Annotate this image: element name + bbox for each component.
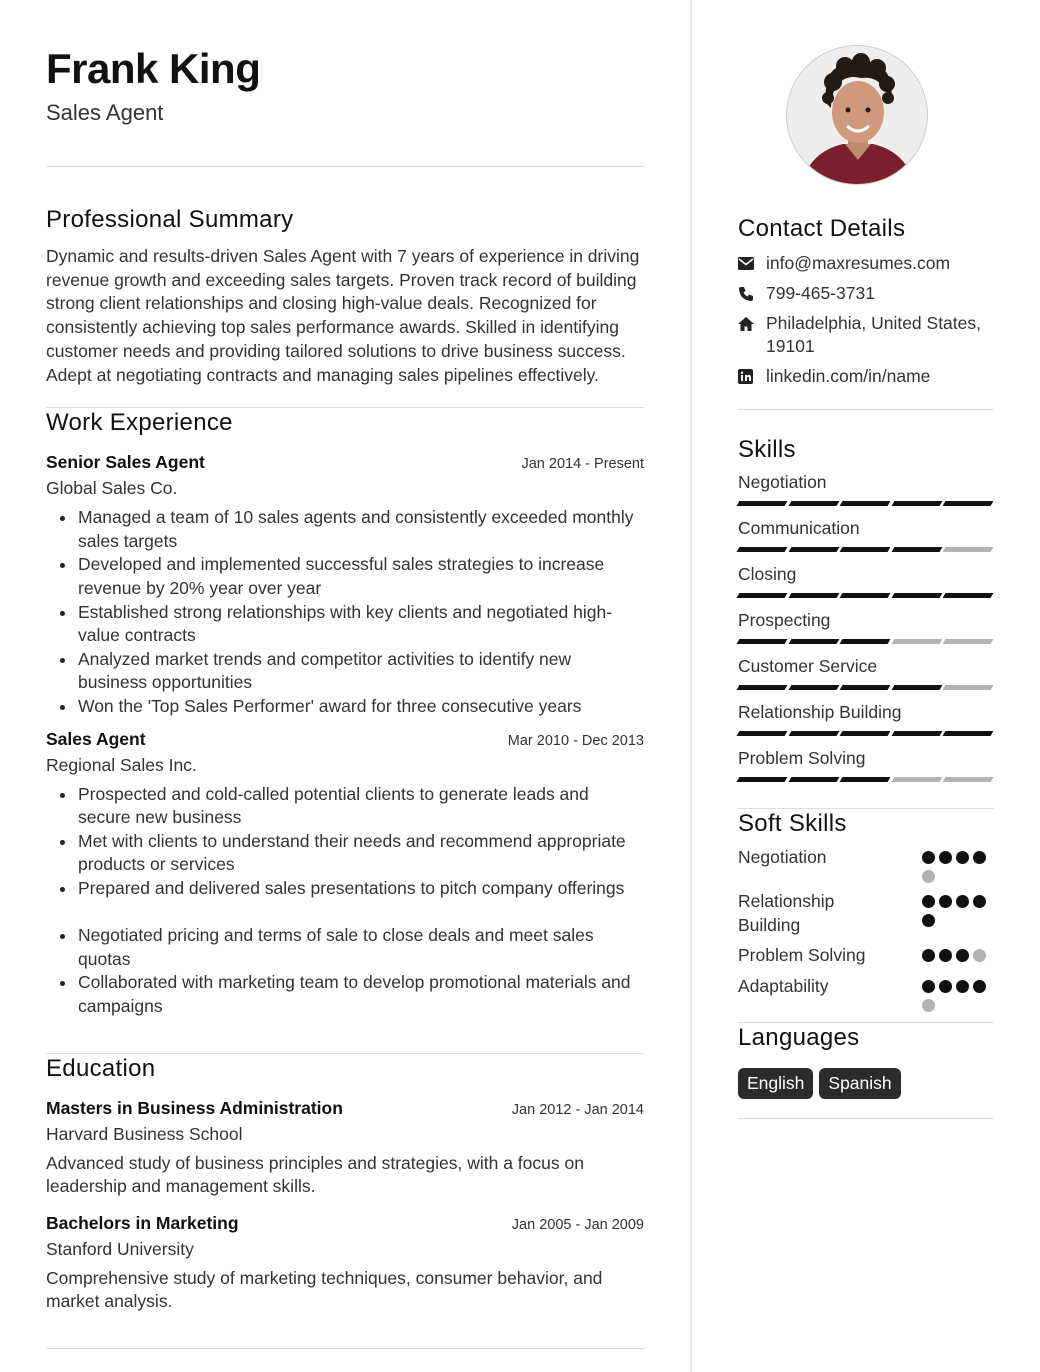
education-description: Comprehensive study of marketing techniques, consumer behavior, and market analysis. xyxy=(46,1267,603,1312)
job-bullets xyxy=(46,783,644,1019)
phone-text: 799-465-3731 xyxy=(766,283,875,303)
phone-icon xyxy=(738,282,766,305)
skill-segment xyxy=(840,731,890,736)
skill-item xyxy=(738,609,994,644)
degree-title: Bachelors in Marketing xyxy=(46,1212,239,1233)
list-item: Met with clients to understand their needs and recommend appropriate products or services xyxy=(46,830,644,877)
language-tag: English xyxy=(738,1068,813,1099)
skill-item xyxy=(738,517,994,552)
summary-text: Dynamic and results-driven Sales Agent with 7 years of experience in driving revenue growth and exceeding sales targets. Proven track record of building strong client relationships and closing high-value deals. Recognized for consistently achieving top sales performance awards. Skilled in identifying customer needs and providing tailored solutions to drive business success. Adept at negotiating contracts and managing sales pipelines effectively. xyxy=(46,246,640,385)
skill-segment xyxy=(943,685,993,690)
soft-skill-rating xyxy=(922,846,994,883)
skills-list xyxy=(738,471,994,782)
job-bullets xyxy=(46,506,644,718)
contact-linkedin xyxy=(738,365,994,388)
skill-segment xyxy=(891,685,941,690)
linkedin-icon xyxy=(738,365,766,388)
soft-skill-name: Relationship Building xyxy=(738,891,835,935)
skill-segment xyxy=(788,731,838,736)
job-company: Regional Sales Inc. xyxy=(46,754,197,775)
skill-segment xyxy=(840,501,890,506)
language-tags xyxy=(738,1068,994,1099)
skill-segment xyxy=(737,777,787,782)
job-date: Mar 2010 - Dec 2013 xyxy=(507,732,644,749)
skill-segment xyxy=(737,685,787,690)
candidate-title: Sales Agent xyxy=(46,100,164,125)
column-divider xyxy=(690,0,692,1372)
skill-segment xyxy=(788,777,838,782)
skill-level-bar xyxy=(738,547,994,552)
skill-segment xyxy=(943,777,993,782)
rating-dot xyxy=(922,980,935,993)
soft-skill-rating xyxy=(922,944,994,962)
soft-skill-item xyxy=(738,944,994,968)
skill-name: Customer Service xyxy=(738,656,878,676)
rating-dot xyxy=(973,949,986,962)
skill-segment xyxy=(891,777,941,782)
education-entry xyxy=(46,1213,644,1314)
soft-skill-rating xyxy=(922,890,994,927)
list-item: Won the 'Top Sales Performer' award for three consecutive years xyxy=(46,695,644,719)
skill-segment xyxy=(788,501,838,506)
education-entry xyxy=(46,1098,644,1199)
candidate-name: Frank King xyxy=(46,45,261,92)
contact-divider xyxy=(738,409,994,410)
skill-item xyxy=(738,563,994,598)
rating-dot xyxy=(956,949,969,962)
envelope-icon xyxy=(738,252,766,275)
skill-name: Prospecting xyxy=(738,610,831,630)
job-entry xyxy=(46,729,644,1019)
job-title: Sales Agent xyxy=(46,728,146,749)
list-item: Established strong relationships with key clients and negotiated high-value contracts xyxy=(46,601,644,648)
soft-skill-item xyxy=(738,975,994,1012)
skill-segment xyxy=(788,547,838,552)
rating-dot xyxy=(922,870,935,883)
skill-item xyxy=(738,747,994,782)
skill-segment xyxy=(943,501,993,506)
summary-heading: Professional Summary xyxy=(46,206,294,233)
skill-name: Communication xyxy=(738,518,860,538)
skill-item xyxy=(738,471,994,506)
list-item: Prepared and delivered sales presentations to pitch company offerings xyxy=(46,877,644,901)
skill-level-bar xyxy=(738,731,994,736)
rating-dot xyxy=(956,895,969,908)
rating-dot xyxy=(956,980,969,993)
linkedin-text: linkedin.com/in/name xyxy=(766,366,931,386)
skill-segment xyxy=(840,547,890,552)
rating-dot xyxy=(922,914,935,927)
skill-level-bar xyxy=(738,639,994,644)
list-item: Managed a team of 10 sales agents and consistently exceeded monthly sales targets xyxy=(46,506,644,553)
skill-segment xyxy=(737,501,787,506)
education-heading: Education xyxy=(46,1054,156,1082)
skill-segment xyxy=(788,639,838,644)
rating-dot xyxy=(939,949,952,962)
job-entry xyxy=(46,452,644,718)
soft-skill-name: Adaptability xyxy=(738,975,829,996)
rating-dot xyxy=(922,999,935,1012)
soft-skills-heading: Soft Skills xyxy=(738,810,847,837)
job-company: Global Sales Co. xyxy=(46,478,178,499)
contact-heading: Contact Details xyxy=(738,215,906,242)
skill-name: Relationship Building xyxy=(738,702,902,722)
rating-dot xyxy=(922,851,935,864)
job-title: Senior Sales Agent xyxy=(46,452,205,473)
skill-segment xyxy=(737,731,787,736)
skill-name: Negotiation xyxy=(738,472,827,492)
rating-dot xyxy=(922,895,935,908)
contact-list xyxy=(738,252,994,388)
contact-phone xyxy=(738,282,994,305)
list-item: Prospected and cold-called potential clients to generate leads and secure new business xyxy=(46,783,644,830)
rating-dot xyxy=(973,895,986,908)
soft-skills-list xyxy=(738,846,994,1012)
sidebar-column xyxy=(738,44,994,1119)
soft-skill-item xyxy=(738,846,994,883)
list-item: Developed and implemented successful sales strategies to increase revenue by 20% year over year xyxy=(46,553,644,600)
soft-skill-name: Negotiation xyxy=(738,847,827,867)
school-name: Stanford University xyxy=(46,1238,194,1259)
skill-segment xyxy=(737,547,787,552)
rating-dot xyxy=(973,980,986,993)
skill-name: Problem Solving xyxy=(738,748,866,768)
skill-level-bar xyxy=(738,593,994,598)
contact-address xyxy=(738,312,994,358)
degree-title: Masters in Business Administration xyxy=(46,1097,343,1118)
education-date: Jan 2005 - Jan 2009 xyxy=(511,1216,644,1233)
rating-dot xyxy=(973,851,986,864)
rating-dot xyxy=(939,895,952,908)
header-divider xyxy=(46,166,644,167)
skills-heading: Skills xyxy=(738,436,796,463)
skill-segment xyxy=(891,593,941,598)
skill-segment xyxy=(840,685,890,690)
skill-name: Closing xyxy=(738,564,797,584)
school-name: Harvard Business School xyxy=(46,1123,243,1144)
list-item: Negotiated pricing and terms of sale to close deals and meet sales quotas xyxy=(46,924,644,971)
home-icon xyxy=(738,312,766,335)
skill-segment xyxy=(891,547,941,552)
skill-level-bar xyxy=(738,685,994,690)
list-item: Collaborated with marketing team to develop promotional materials and campaigns xyxy=(46,971,644,1018)
skill-level-bar xyxy=(738,501,994,506)
skill-item xyxy=(738,701,994,736)
soft-skill-name: Problem Solving xyxy=(738,945,866,965)
skill-segment xyxy=(737,593,787,598)
work-heading: Work Experience xyxy=(46,409,233,437)
rating-dot xyxy=(922,949,935,962)
skill-segment xyxy=(943,731,993,736)
education-description: Advanced study of business principles and strategies, with a focus on leadership and management skills. xyxy=(46,1152,584,1197)
main-column xyxy=(46,44,644,1349)
email-text: info@maxresumes.com xyxy=(766,253,951,273)
skill-segment xyxy=(891,639,941,644)
skill-segment xyxy=(737,639,787,644)
soft-skill-item xyxy=(738,890,994,937)
skill-segment xyxy=(840,593,890,598)
rating-dot xyxy=(939,980,952,993)
education-divider xyxy=(46,1348,644,1349)
list-item: Analyzed market trends and competitor activities to identify new business opportunities xyxy=(46,648,644,695)
skill-segment xyxy=(943,639,993,644)
skill-segment xyxy=(788,593,838,598)
rating-dot xyxy=(956,851,969,864)
skill-item xyxy=(738,655,994,690)
skill-segment xyxy=(840,639,890,644)
contact-email xyxy=(738,252,994,275)
rating-dot xyxy=(939,851,952,864)
skill-segment xyxy=(943,547,993,552)
education-date: Jan 2012 - Jan 2014 xyxy=(511,1101,644,1118)
skill-segment xyxy=(891,501,941,506)
skill-level-bar xyxy=(738,777,994,782)
languages-divider xyxy=(738,1118,994,1119)
job-date: Jan 2014 - Present xyxy=(521,456,644,473)
skill-segment xyxy=(840,777,890,782)
language-tag: Spanish xyxy=(819,1068,900,1099)
languages-heading: Languages xyxy=(738,1023,860,1051)
soft-skill-rating xyxy=(922,975,994,1012)
skill-segment xyxy=(943,593,993,598)
skill-segment xyxy=(891,731,941,736)
address-text: Philadelphia, United States, 19101 xyxy=(766,313,981,356)
skill-segment xyxy=(788,685,838,690)
